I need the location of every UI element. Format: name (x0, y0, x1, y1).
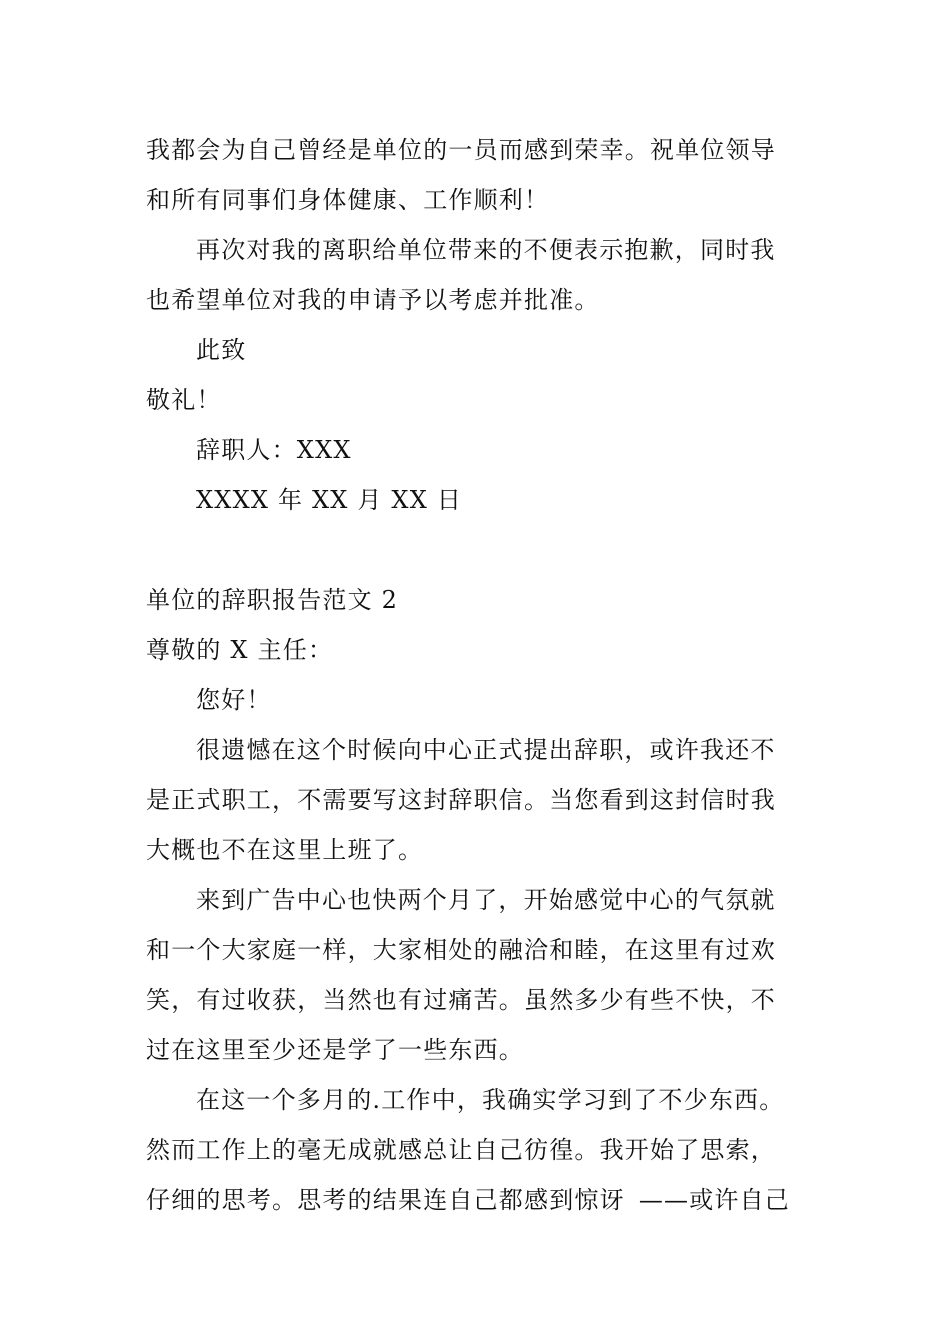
signer-line: 辞职人：XXX (196, 436, 352, 464)
text-line: 然而工作上的毫无成就感总让自己彷徨。我开始了思索， (146, 1136, 776, 1164)
text-line: 在这一个多月的.工作中，我确实学习到了不少东西。 (196, 1086, 785, 1114)
text-line: 是正式职工，不需要写这封辞职信。当您看到这封信时我 (146, 786, 776, 814)
text-line: 我都会为自己曾经是单位的一员而感到荣幸。祝单位领导 (146, 136, 776, 164)
text-line: 和所有同事们身体健康、工作顺利！ (146, 186, 550, 214)
text-line: 笑，有过收获，当然也有过痛苦。虽然多少有些不快，不 (146, 986, 776, 1014)
text-line: 大概也不在这里上班了。 (146, 836, 424, 864)
section-title: 单位的辞职报告范文 2 (146, 586, 399, 614)
date-line: XXXX 年 XX 月 XX 日 (196, 486, 463, 514)
text-segment: ——或许自己 (638, 1186, 791, 1214)
text-line: 很遗憾在这个时候向中心正式提出辞职，或许我还不 (196, 736, 776, 764)
text-line: 过在这里至少还是学了一些东西。 (146, 1036, 524, 1064)
greeting-line: 您好！ (196, 686, 272, 714)
closing-line: 敬礼！ (146, 386, 222, 414)
text-segment: 仔细的思考。思考的结果连自己都感到惊讶 (146, 1186, 625, 1214)
closing-line: 此致 (196, 336, 247, 364)
text-line: 和一个大家庭一样，大家相处的融洽和睦，在这里有过欢 (146, 936, 776, 964)
text-line: 再次对我的离职给单位带来的不便表示抱歉，同时我 (196, 236, 776, 264)
text-line: 来到广告中心也快两个月了，开始感觉中心的气氛就 (196, 886, 776, 914)
text-line (146, 1184, 790, 1216)
salutation-line: 尊敬的 X 主任： (146, 636, 334, 664)
text-line: 也希望单位对我的申请予以考虑并批准。 (146, 286, 600, 314)
